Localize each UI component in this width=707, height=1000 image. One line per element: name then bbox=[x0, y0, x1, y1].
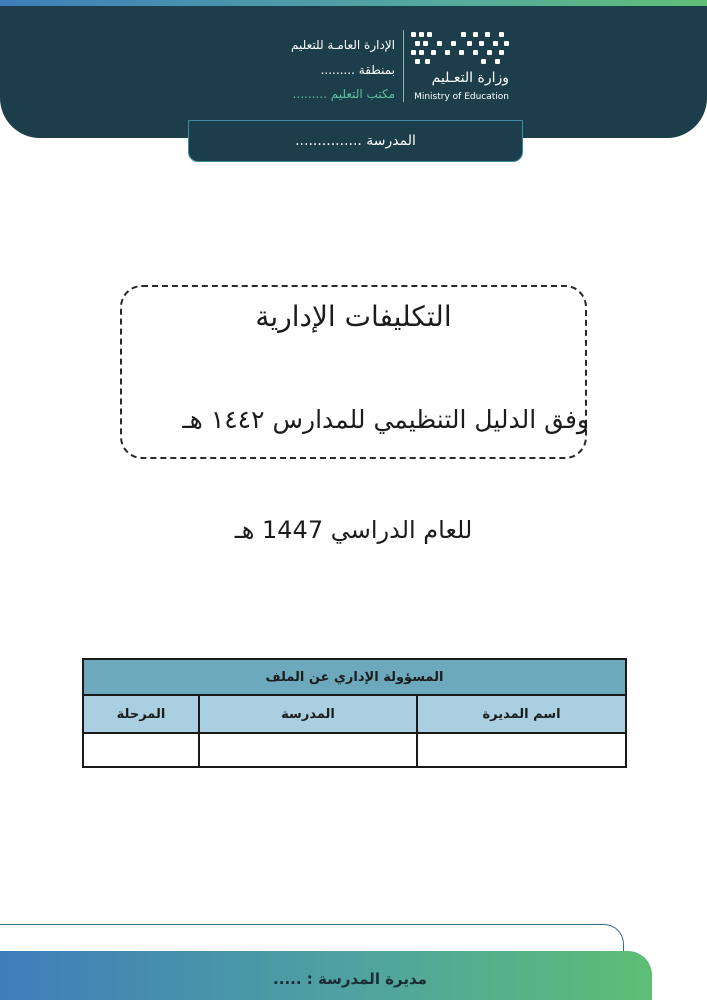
document-subtitle: وفق الدليل التنظيمي للمدارس ١٤٤٢ هـ bbox=[182, 405, 589, 434]
responsible-table-title: المسؤولة الإداري عن الملف bbox=[83, 659, 626, 695]
column-header-stage: المرحلة bbox=[83, 695, 199, 733]
cell-school[interactable] bbox=[199, 733, 417, 767]
column-header-principal-name: اسم المديرة bbox=[417, 695, 626, 733]
ministry-logo-icon bbox=[411, 30, 509, 70]
responsible-table bbox=[82, 658, 627, 768]
cell-principal-name[interactable] bbox=[417, 733, 626, 767]
academic-year: للعام الدراسي 1447 هـ bbox=[234, 516, 473, 544]
document-title: التكليفات الإدارية bbox=[255, 300, 452, 333]
ministry-name-english: Ministry of Education bbox=[414, 92, 509, 102]
principal-signature-label: مديرة المدرسة : ..... bbox=[273, 970, 427, 988]
column-header-school: المدرسة bbox=[199, 695, 417, 733]
ministry-name-arabic: وزارة التعـليم bbox=[431, 70, 509, 86]
directorate-text: الإدارة العامـة للتعليم bbox=[291, 38, 395, 52]
logo-divider bbox=[403, 30, 404, 102]
school-name-text: المدرسة ............... bbox=[295, 133, 416, 149]
cell-stage[interactable] bbox=[83, 733, 199, 767]
office-text: مكتب التعليم ......... bbox=[292, 87, 395, 101]
region-text: بمنطقة ......... bbox=[320, 63, 395, 77]
school-name-tab bbox=[188, 120, 523, 162]
